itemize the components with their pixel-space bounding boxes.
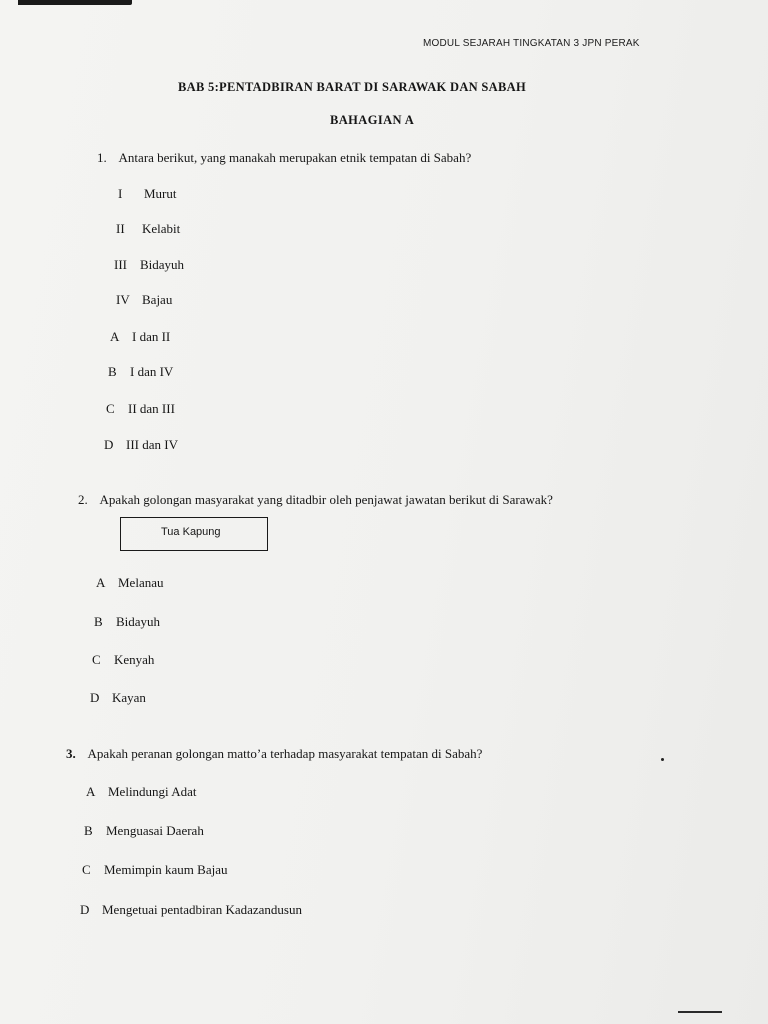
option-letter: A [86,784,96,799]
question-text: Apakah peranan golongan matto’a terhadap masyarakat tempatan di Sabah? [87,746,483,761]
chapter-title: BAB 5:PENTADBIRAN BARAT DI SARAWAK DAN SABAH [178,80,526,94]
option-text: Bidayuh [116,614,161,629]
question-number: 3. [66,746,76,761]
answer-option[interactable] [108,364,173,380]
answer-option[interactable] [92,652,154,668]
question-2 [78,492,553,508]
option-letter: D [90,690,100,705]
section-title: BAHAGIAN A [330,113,415,127]
option-text: Melanau [118,575,164,590]
option-letter: A [96,575,106,590]
statement-roman: II [116,221,125,236]
answer-option[interactable] [110,329,170,345]
answer-option[interactable] [106,401,175,417]
scan-artifact-dot [661,758,664,761]
option-text: II dan III [128,401,175,416]
answer-option[interactable] [90,690,146,706]
answer-option[interactable] [96,575,163,591]
option-text: Kayan [112,690,146,705]
answer-option[interactable] [94,614,160,630]
question-1 [97,150,471,166]
option-letter: A [110,329,120,344]
statement-text: Bajau [142,292,173,307]
option-letter: D [80,902,90,917]
option-letter: B [108,364,117,379]
statement-roman: I [118,186,123,201]
answer-option[interactable] [104,437,178,453]
statement-item [118,186,177,202]
question-text: Antara berikut, yang manakah merupakan etnik tempatan di Sabah? [118,150,472,165]
statement-text: Kelabit [142,221,181,236]
option-text: I dan II [132,329,171,344]
statement-item [116,221,180,237]
question-text: Apakah golongan masyarakat yang ditadbir oleh penjawat jawatan berikut di Sarawak? [99,492,553,507]
statement-item [116,292,172,308]
question-number: 2. [78,492,88,507]
statement-roman: IV [116,292,130,307]
option-text: III dan IV [126,437,178,452]
option-text: Mengetuai pentadbiran Kadazandusun [102,902,302,917]
statement-text: Bidayuh [140,257,185,272]
statement-text: Murut [144,186,177,201]
question-number: 1. [97,150,107,165]
keyword-box [120,517,268,551]
scan-artifact-bottom [678,1011,722,1013]
statement-item [114,257,184,273]
option-text: Memimpin kaum Bajau [104,862,228,877]
option-letter: C [92,652,101,667]
option-text: Kenyah [114,652,155,667]
scan-artifact-top [18,0,132,5]
option-text: Menguasai Daerah [106,823,204,838]
option-letter: C [82,862,91,877]
question-3 [66,746,482,762]
statement-roman: III [114,257,127,272]
option-text: Melindungi Adat [108,784,197,799]
answer-option[interactable] [86,784,196,800]
keyword-text: Tua Kapung [161,526,221,538]
option-letter: B [84,823,93,838]
option-letter: D [104,437,114,452]
module-title: MODUL SEJARAH TINGKATAN 3 JPN PERAK [423,38,640,49]
answer-option[interactable] [80,902,302,918]
option-text: I dan IV [130,364,174,379]
answer-option[interactable] [84,823,204,839]
answer-option[interactable] [82,862,227,878]
option-letter: C [106,401,115,416]
option-letter: B [94,614,103,629]
